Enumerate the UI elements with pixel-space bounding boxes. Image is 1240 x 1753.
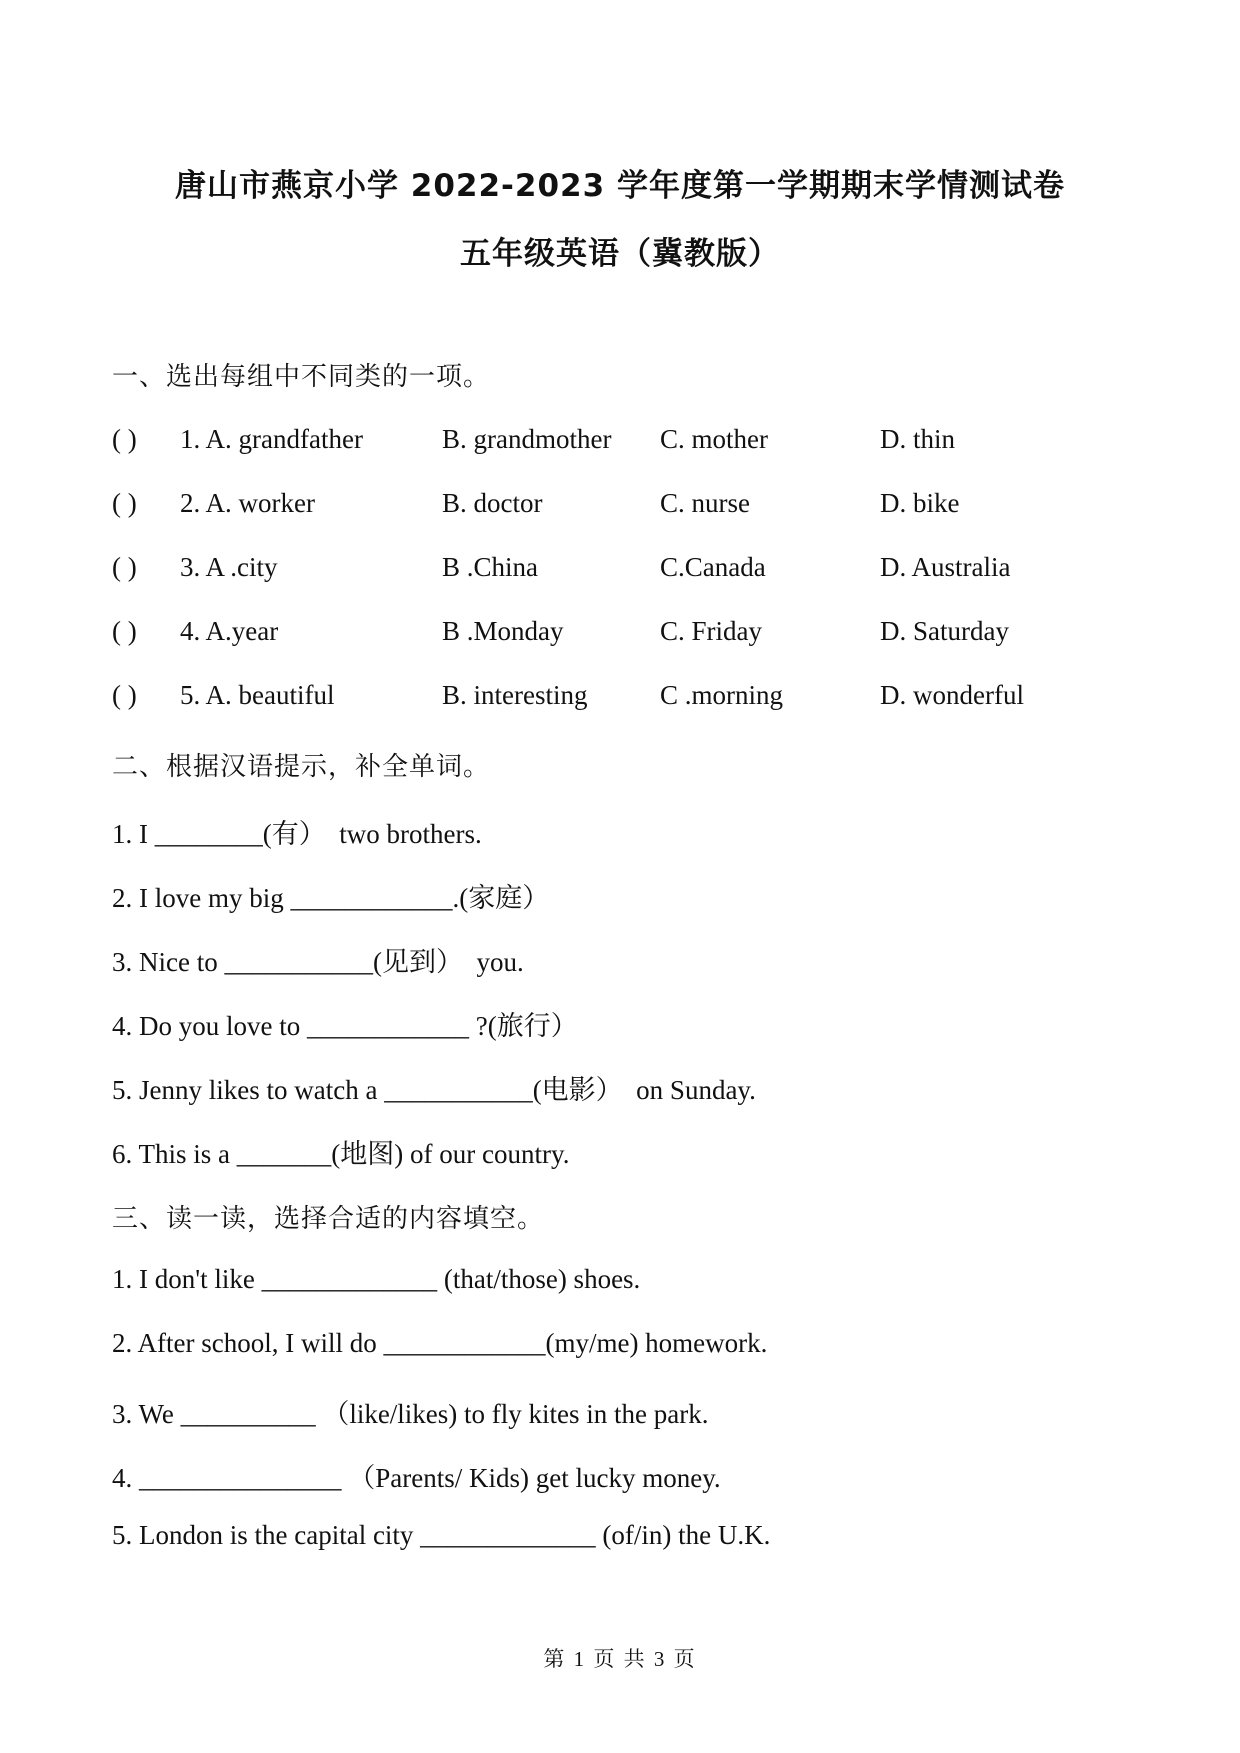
- option-a: 3. A .city: [180, 552, 278, 582]
- answer-blank[interactable]: ( ): [112, 552, 137, 582]
- section-3-heading: 三、读一读，选择合适的内容填空。: [112, 1204, 545, 1234]
- option-a: 4. A.year: [180, 616, 279, 646]
- fill-in-item[interactable]: 5. Jenny likes to watch a ___________(电影） on Sunday.: [112, 1075, 756, 1105]
- section-2-heading: 二、根据汉语提示，补全单词。: [112, 752, 491, 782]
- fill-in-item[interactable]: 6. This is a _______(地图) of our country.: [112, 1139, 570, 1169]
- option-a: 5. A. beautiful: [180, 680, 335, 710]
- answer-blank[interactable]: ( ): [112, 424, 137, 454]
- answer-blank[interactable]: ( ): [112, 616, 137, 646]
- option-c: C. Friday: [660, 616, 763, 646]
- choice-fill-item[interactable]: 3. We __________ （like/likes) to fly kites in the park.: [112, 1399, 709, 1429]
- exam-subtitle: 五年级英语（冀教版）: [460, 236, 780, 272]
- option-a: 2. A. worker: [180, 488, 315, 518]
- fill-in-item[interactable]: 3. Nice to ___________(见到） you.: [112, 947, 524, 977]
- fill-in-item[interactable]: 2. I love my big ____________.(家庭）: [112, 883, 550, 913]
- answer-blank[interactable]: ( ): [112, 488, 137, 518]
- option-d: D. thin: [880, 424, 956, 454]
- option-b: B. interesting: [442, 680, 588, 710]
- choice-fill-item[interactable]: 1. I don't like _____________ (that/those) shoes.: [112, 1264, 641, 1294]
- fill-in-item[interactable]: 4. Do you love to ____________ ?(旅行）: [112, 1011, 578, 1041]
- option-c: C .morning: [660, 680, 784, 710]
- fill-in-item[interactable]: 1. I ________(有） two brothers.: [112, 819, 482, 849]
- answer-blank[interactable]: ( ): [112, 680, 137, 710]
- option-d: D. Saturday: [880, 616, 1009, 646]
- option-d: D. bike: [880, 488, 960, 518]
- choice-fill-item[interactable]: 5. London is the capital city _____________ (of/in) the U.K.: [112, 1520, 771, 1550]
- option-c: C. nurse: [660, 488, 750, 518]
- exam-title: 唐山市燕京小学 2022-2023 学年度第一学期期末学情测试卷: [174, 168, 1065, 204]
- option-b: B. grandmother: [442, 424, 612, 454]
- section-1-heading: 一、选出每组中不同类的一项。: [112, 362, 491, 392]
- option-d: D. wonderful: [880, 680, 1024, 710]
- option-b: B .China: [442, 552, 539, 582]
- option-a: 1. A. grandfather: [180, 424, 363, 454]
- option-c: C. mother: [660, 424, 768, 454]
- option-c: C.Canada: [660, 552, 766, 582]
- option-b: B. doctor: [442, 488, 543, 518]
- choice-fill-item[interactable]: 2. After school, I will do ____________(my/me) homework.: [112, 1328, 768, 1358]
- choice-fill-item[interactable]: 4. _______________ （Parents/ Kids) get lucky money.: [112, 1463, 721, 1493]
- option-b: B .Monday: [442, 616, 564, 646]
- page-footer: 第 1 页 共 3 页: [543, 1647, 697, 1671]
- option-d: D. Australia: [880, 552, 1011, 582]
